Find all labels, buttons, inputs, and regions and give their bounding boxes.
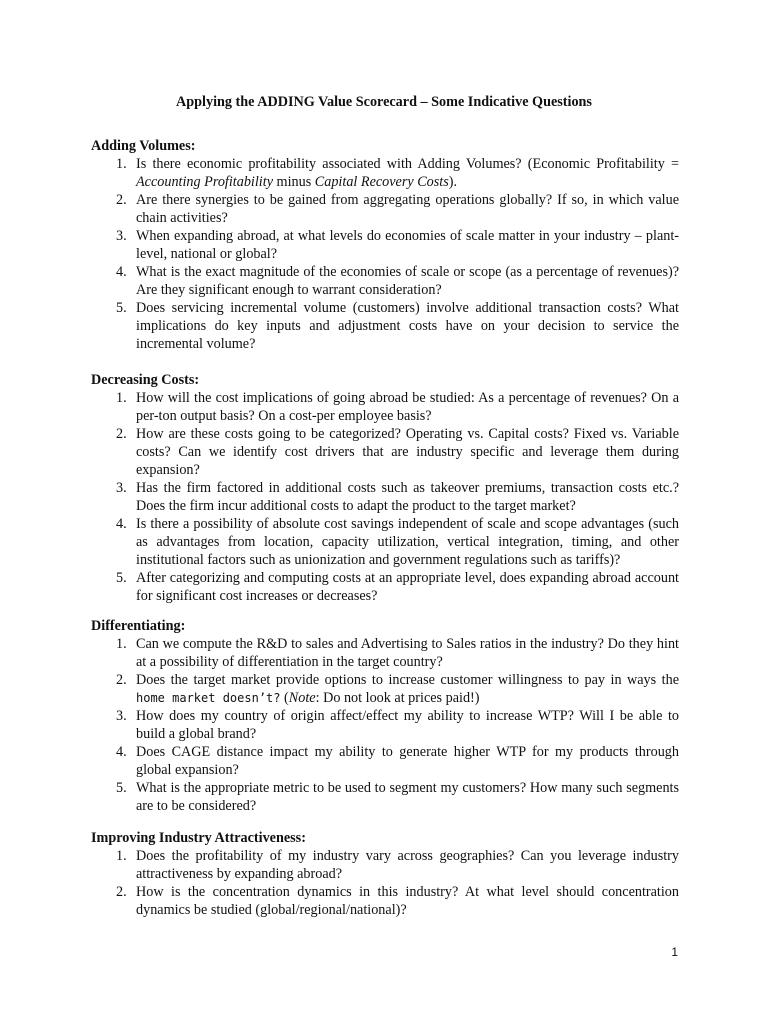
question-text: Are there synergies to be gained from aggregating operations globally? If so, in which value chain activities?	[136, 192, 679, 226]
question-number: 2.	[116, 426, 127, 442]
question-text: What is the exact magnitude of the economies of scale or scope (as a percentage of revenues)? Are they significant enough to warrant consideration?	[136, 264, 679, 298]
section-decreasing-costs	[91, 371, 679, 605]
section-differentiating	[91, 617, 679, 815]
section-heading: Adding Volumes:	[91, 138, 196, 154]
question-text: Does CAGE distance impact my ability to generate higher WTP for my products through global expansion?	[136, 744, 679, 778]
section-improving-industry-attractiveness	[91, 829, 679, 919]
question-item	[91, 707, 679, 743]
question-text: ).	[448, 174, 458, 190]
question-text: Can we compute the R&D to sales and Advertising to Sales ratios in the industry? Do they hint at a possibility of differentiation in the target country?	[136, 636, 679, 670]
question-number: 1.	[116, 848, 127, 864]
question-item	[91, 227, 679, 263]
section-heading: Differentiating:	[91, 618, 186, 634]
question-item	[91, 155, 679, 191]
question-item	[91, 635, 679, 671]
question-number: 3.	[116, 480, 127, 496]
question-text: Does the profitability of my industry vary across geographies? Can you leverage industry attractiveness by expanding abroad?	[136, 848, 679, 882]
page-number: 1	[671, 945, 678, 959]
italic-text: Capital Recovery Costs	[314, 174, 449, 190]
question-item	[91, 425, 679, 479]
italic-text: Accounting Profitability	[136, 174, 273, 190]
question-text: Is there economic profitability associated with Adding Volumes? (Economic Profitability =	[136, 156, 679, 172]
question-text: minus	[273, 174, 315, 190]
section-adding-volumes	[91, 137, 679, 353]
question-text: : Do not look at prices paid!)	[315, 690, 480, 706]
question-list	[91, 847, 679, 919]
question-number: 3.	[116, 708, 127, 724]
question-text: After categorizing and computing costs at an appropriate level, does expanding abroad account for significant cost increases or decreases?	[136, 570, 679, 604]
question-text: How does my country of origin affect/effect my ability to increase WTP? Will I be able to build a global brand?	[136, 708, 679, 742]
question-item	[91, 743, 679, 779]
question-number: 3.	[116, 228, 127, 244]
section-heading: Decreasing Costs:	[91, 372, 200, 388]
question-number: 5.	[116, 300, 127, 316]
question-item	[91, 569, 679, 605]
question-number: 4.	[116, 744, 127, 760]
mono-text: home market doesn’t?	[136, 691, 281, 705]
question-item	[91, 389, 679, 425]
question-text: How are these costs going to be categorized? Operating vs. Capital costs? Fixed vs. Variable costs? Can we identify cost drivers that are industry specific and leverage them during expansion?	[136, 426, 679, 478]
question-text: Is there a possibility of absolute cost savings independent of scale and scope advantages (such as advantages from location, capacity utilization, vertical integration, timing, and other institutional factors such as unionization and government regulations such as tariffs)?	[136, 516, 679, 568]
question-number: 4.	[116, 264, 127, 280]
question-item	[91, 299, 679, 353]
section-heading: Improving Industry Attractiveness:	[91, 830, 306, 846]
page-title: Applying the ADDING Value Scorecard – Some Indicative Questions	[176, 94, 592, 110]
question-item	[91, 779, 679, 815]
question-text: Does the target market provide options to increase customer willingness to pay in ways the	[136, 672, 679, 688]
question-text: Has the firm factored in additional costs such as takeover premiums, transaction costs etc.? Does the firm incur additional costs to adapt the product to the target market?	[136, 480, 679, 514]
question-list	[91, 155, 679, 353]
question-list	[91, 635, 679, 815]
question-text: How will the cost implications of going abroad be studied: As a percentage of revenues? On a per-ton output basis? On a cost-per employee basis?	[136, 390, 679, 424]
question-item	[91, 847, 679, 883]
question-number: 2.	[116, 884, 127, 900]
question-number: 1.	[116, 636, 127, 652]
question-item	[91, 883, 679, 919]
question-text: How is the concentration dynamics in this industry? At what level should concentration dynamics be studied (global/regional/national)?	[136, 884, 679, 918]
question-item	[91, 515, 679, 569]
question-text: When expanding abroad, at what levels do economies of scale matter in your industry – plant-level, national or global?	[136, 228, 679, 262]
question-text: (	[280, 690, 289, 706]
question-number: 4.	[116, 516, 127, 532]
question-number: 2.	[116, 672, 127, 688]
question-number: 5.	[116, 780, 127, 796]
question-item	[91, 671, 679, 707]
question-list	[91, 389, 679, 605]
question-item	[91, 479, 679, 515]
italic-text: Note	[288, 690, 316, 706]
question-number: 5.	[116, 570, 127, 586]
question-number: 2.	[116, 192, 127, 208]
question-text: Does servicing incremental volume (customers) involve additional transaction costs? What implications do key inputs and adjustment costs have on your decision to service the incremental volume?	[136, 300, 679, 352]
question-item	[91, 263, 679, 299]
question-text: What is the appropriate metric to be used to segment my customers? How many such segments are to be considered?	[136, 780, 679, 814]
question-number: 1.	[116, 390, 127, 406]
question-number: 1.	[116, 156, 127, 172]
question-item	[91, 191, 679, 227]
